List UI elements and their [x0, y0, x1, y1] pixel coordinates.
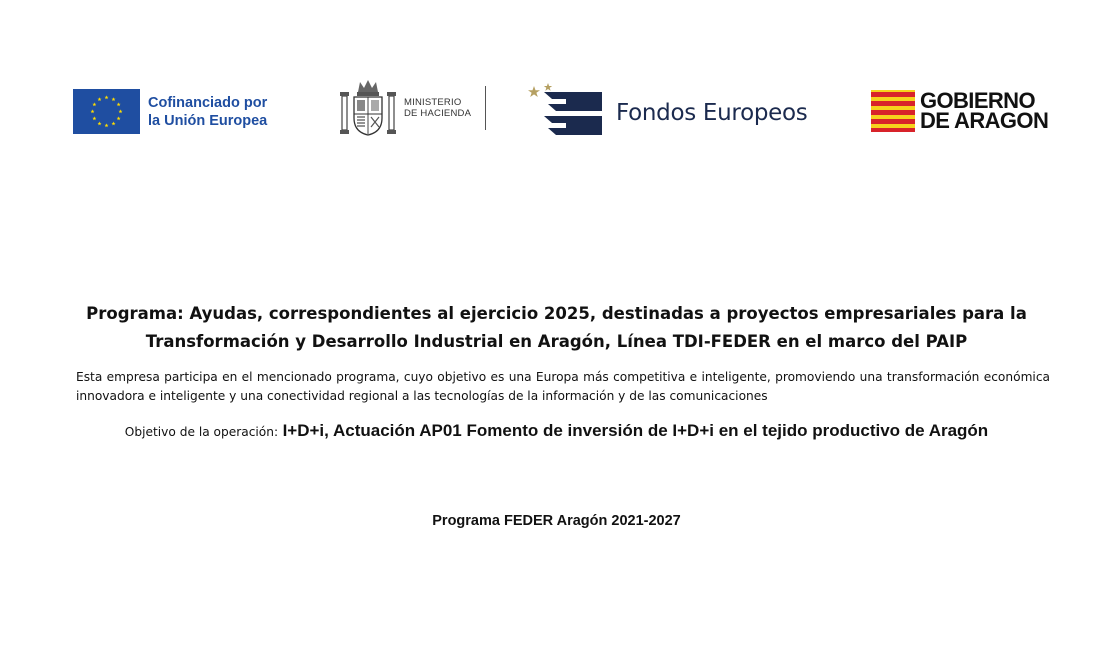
feder-program-footer: Programa FEDER Aragón 2021-2027 — [432, 513, 681, 529]
logo-divider — [485, 86, 486, 130]
ministerio-hacienda-logo — [340, 78, 486, 138]
objective-label: Objetivo de la operación: — [124, 425, 279, 439]
objective-value: I+D+i, Actuación AP01 Fomento de inversión de I+D+i en el tejido productivo de Aragón — [282, 421, 989, 440]
spanish-coat-of-arms-icon — [340, 78, 396, 138]
eu-cofinanced-text — [148, 94, 267, 130]
fondos-europeos-logo — [526, 82, 807, 136]
ministerio-text — [404, 97, 471, 119]
gobierno-aragon-logo — [871, 90, 1048, 132]
program-description: Esta empresa participa en el mencionado programa, cuyo objetivo es una Europa más competitiva e inteligente, promoviendo una transformación económica innovadora e inteligente y una conectividad regional a las tecnologías de la información y de las comunicaciones — [76, 370, 1050, 403]
operation-objective — [20, 421, 1093, 441]
fondos-europeos-text: Fondos Europeos — [616, 100, 808, 126]
eu-flag-icon — [73, 89, 140, 134]
aragon-flag-icon — [871, 90, 915, 132]
program-title — [40, 300, 1073, 356]
program-title-line2: Transformación y Desarrollo Industrial en Aragón, Línea TDI-FEDER en el marco del PAIP — [145, 332, 968, 351]
eu-text-line1: Cofinanciado por — [148, 94, 268, 111]
program-title-line1: Programa: Ayudas, correspondientes al ejercicio 2025, destinadas a proyectos empresariales para la — [86, 304, 1027, 323]
aragon-line2: DE ARAGON — [920, 108, 1049, 133]
aragon-line1: GOBIERNO — [920, 88, 1035, 113]
ministerio-line2: DE HACIENDA — [404, 108, 472, 119]
eu-text-line2: la Unión Europea — [148, 112, 268, 129]
ministerio-line1: MINISTERIO — [404, 97, 462, 108]
eu-cofinanced-logo — [73, 89, 267, 134]
gobierno-aragon-text — [920, 88, 1049, 133]
fondos-europeos-emblem-icon — [526, 82, 604, 136]
